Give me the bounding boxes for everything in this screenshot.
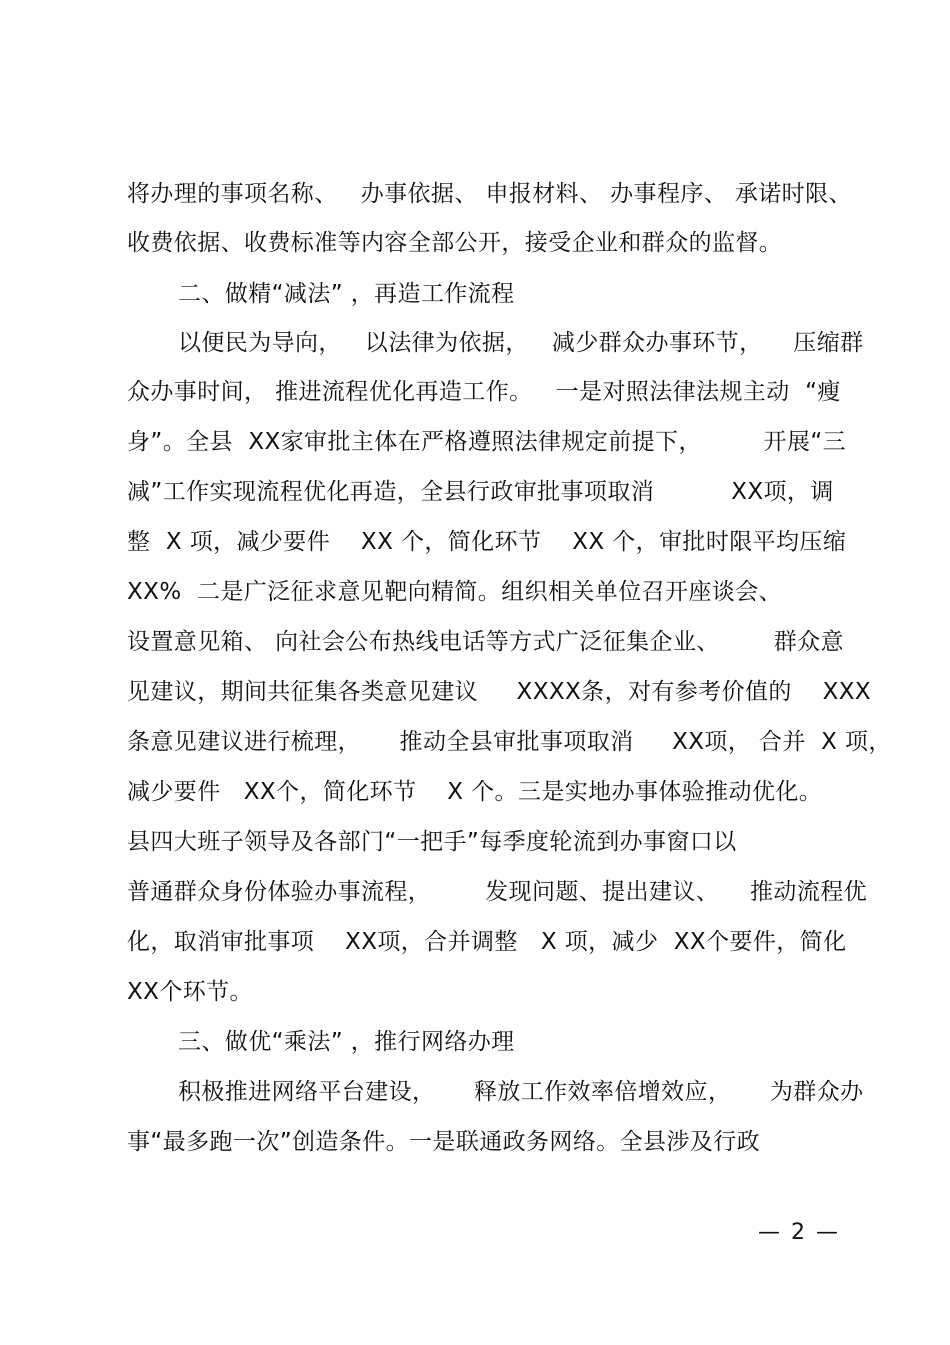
text-line: 收费依据、收费标准等内容全部公开，接受企业和群众的监督。 [127,230,783,256]
text-line: 整 X 项，减少要件 XX 个，简化环节 XX 个，审批时限平均压缩 [127,529,847,555]
paragraph-start: 以便民为导向， 以法律为依据， 减少群众办事环节， 压缩群 [178,330,864,356]
text-line: 事“最多跑一次”创造条件。一是联通政务网络。全县涉及行政 [127,1129,761,1155]
section-heading: 三、做优“乘法” ，推行网络办理 [178,1029,515,1055]
text-line: 将办理的事项名称、 办事依据、 申报材料、 办事程序、 承诺时限、 [127,181,852,207]
text-line: 设置意见箱、 向社会公布热线电话等方式广泛征集企业、 群众意 [127,629,844,655]
text-line: 减少要件 XX个，简化环节 X 个。三是实地办事体验推动优化。 [127,779,823,805]
section-heading: 二、做精“减法” ，再造工作流程 [178,281,515,307]
text-line: 身”。全县 XX家审批主体在严格遵照法律规定前提下， 开展“三 [127,429,847,455]
text-line: 化，取消审批事项 XX项，合并调整 X 项，减少 XX个要件，简化 [127,929,847,955]
text-line: 普通群众身份体验办事流程， 发现问题、提出建议、 推动流程优 [127,879,868,905]
text-line: 减”工作实现流程优化再造，全县行政审批事项取消 XX项，调 [127,479,834,505]
text-line: XX% 二是广泛征求意见靶向精简。组织相关单位召开座谈会、 [127,579,782,605]
text-line: 县四大班子领导及各部门“一把手”每季度轮流到办事窗口以 [127,829,737,855]
text-line: 条意见建议进行梳理， 推动全县审批事项取消 XX项， 合并 X 项， [127,729,892,755]
text-line: 见建议，期间共征集各类意见建议 XXXX条，对有参考价值的 XXX [127,679,872,705]
text-line: XX个环节。 [127,979,253,1005]
page-number: — 2 — [758,1220,840,1245]
paragraph-start: 积极推进网络平台建设， 释放工作效率倍增效应， 为群众办 [178,1079,864,1105]
text-line: 众办事时间， 推进流程优化再造工作。 一是对照法律法规主动 “瘦 [127,379,841,405]
